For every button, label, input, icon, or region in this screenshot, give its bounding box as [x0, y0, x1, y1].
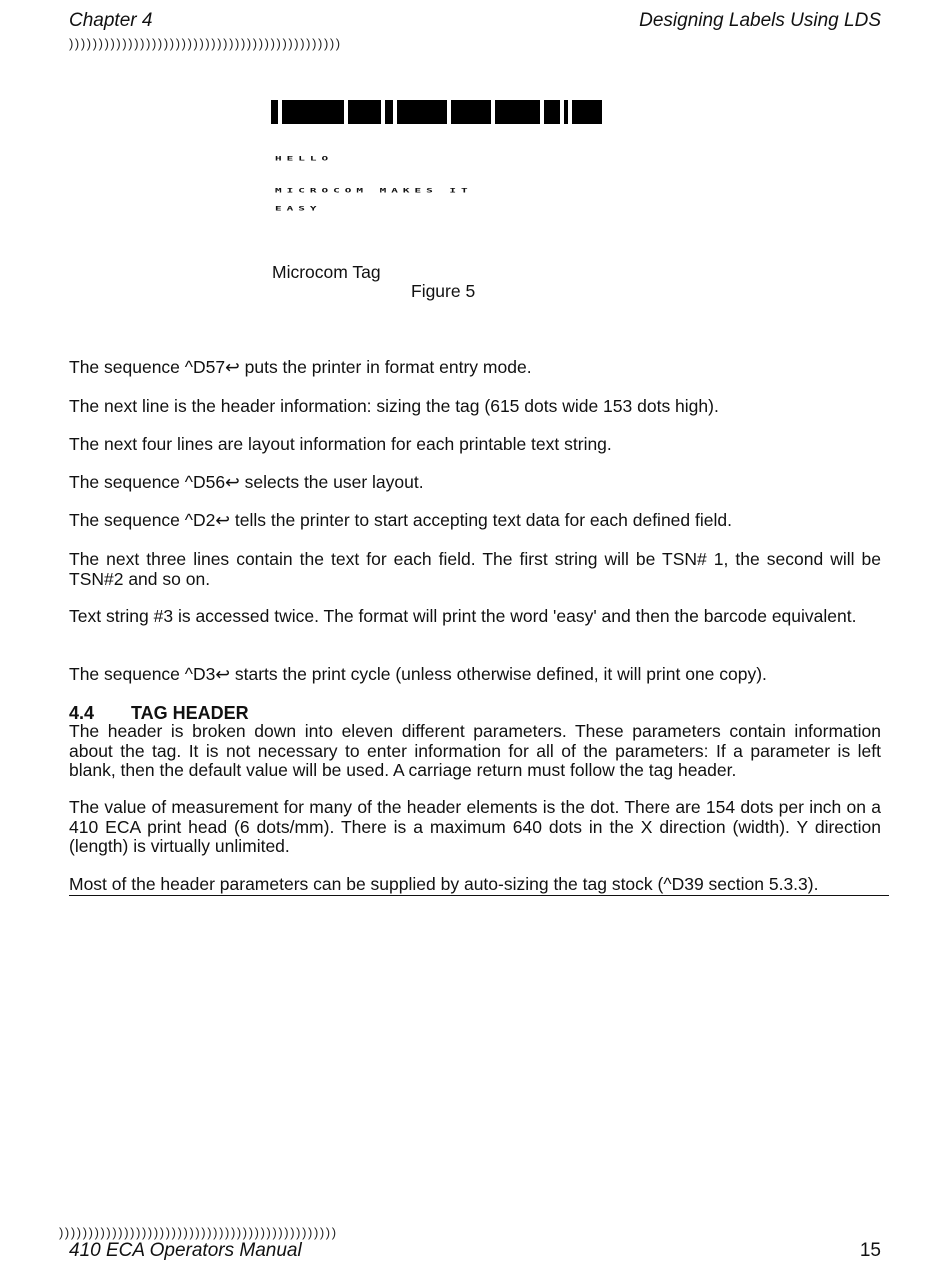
paragraph: The next line is the header information: sizing the tag (615 dots wide 153 dots high). — [69, 396, 719, 416]
figure-tag-name: Microcom Tag — [272, 262, 381, 282]
figure-caption: Figure 5 — [411, 281, 476, 301]
chapter-title: Designing Labels Using LDS — [639, 10, 881, 31]
paragraph: The sequence ^D3↩ starts the print cycle (unless otherwise defined, it will print one copy). — [69, 664, 767, 684]
paragraph: The sequence ^D56↩ selects the user layout. — [69, 472, 424, 492]
page-number: 15 — [859, 1240, 881, 1261]
section-number: 4.4 — [69, 703, 95, 723]
paragraph: The next four lines are layout information for each printable text string. — [69, 434, 612, 454]
label-text-easy: EASY — [275, 205, 322, 213]
paragraph: Text string #3 is accessed twice. The format will print the word 'easy' and then the barcode equivalent. — [69, 606, 857, 626]
label-text-line2: MICROCOM MAKES IT — [275, 187, 473, 195]
section-title: TAG HEADER — [131, 703, 249, 723]
section-note: Most of the header parameters can be supplied by auto-sizing the tag stock (^D39 section 5.3.3). — [69, 875, 889, 896]
paragraph: The next three lines contain the text for each field. The first string will be TSN# 1, the second will be TSN#2 and so on. — [69, 549, 881, 589]
paragraph: The sequence ^D2↩ tells the printer to start accepting text data for each defined field. — [69, 510, 732, 530]
section-paragraph: The header is broken down into eleven different parameters. These parameters contain information about the tag. It is not necessary to enter information for all of the parameters: If a parameter is left blank, then the default value will be used. A carriage return must follow the tag header. — [69, 721, 881, 780]
manual-title: 410 ECA Operators Manual — [69, 1240, 302, 1261]
section-paragraph: The value of measurement for many of the header elements is the dot. There are 154 dots per inch on a 410 ECA print head (6 dots/mm). There is a maximum 640 dots in the X direction (width). Y direction (length) is virtually unlimited. — [69, 797, 881, 856]
label-text-hello: HELLO — [275, 155, 334, 163]
chapter-label: Chapter 4 — [69, 10, 153, 31]
footer-rule: ))))))))))))))))))))))))))))))))))))))))))))))) — [59, 1225, 338, 1240]
header-rule: )))))))))))))))))))))))))))))))))))))))))))))) — [69, 36, 342, 51]
barcode — [271, 100, 602, 124]
paragraph: The sequence ^D57↩ puts the printer in format entry mode. — [69, 357, 532, 377]
